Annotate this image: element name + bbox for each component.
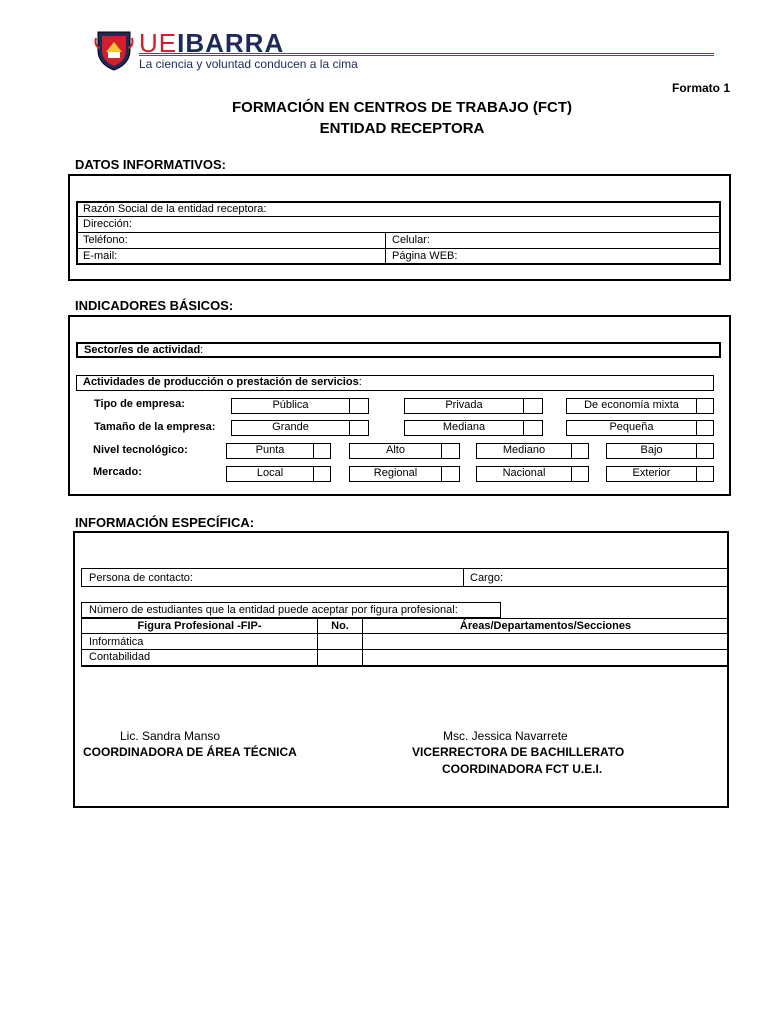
razon-social-field[interactable]: Razón Social de la entidad receptora:	[83, 203, 267, 215]
tamano-option-grande-label: Grande	[272, 421, 309, 433]
tamano-option-mediana-label: Mediana	[442, 421, 486, 433]
page-subtitle: ENTIDAD RECEPTORA	[319, 120, 485, 137]
mercado-nacional-checkbox[interactable]	[571, 466, 589, 482]
tipo-publica-checkbox[interactable]	[349, 398, 369, 414]
section-title-especifica: INFORMACIÓN ESPECÍFICA:	[75, 515, 255, 530]
nivel-punta-checkbox[interactable]	[313, 443, 331, 459]
cargo-field[interactable]: Cargo:	[470, 572, 504, 584]
mercado-option-local-label: Local	[256, 467, 284, 479]
nivel-bajo-checkbox[interactable]	[696, 443, 714, 459]
brand-rule-red	[139, 55, 714, 56]
actividades-label	[77, 375, 577, 390]
actividades-label-text: Actividades de producción o prestación de servicios	[83, 376, 359, 388]
actividades-colon: :	[358, 376, 362, 388]
telefono-field[interactable]: Teléfono:	[83, 234, 128, 246]
sector-label-text: Sector/es de actividad	[84, 344, 201, 356]
signature-left-name: Lic. Sandra Manso	[120, 729, 221, 743]
tipo-option-privada-label: Privada	[445, 399, 483, 411]
nivel-tecnologico-label: Nivel tecnológico:	[93, 444, 188, 456]
mercado-option-nacional-label: Nacional	[502, 467, 546, 479]
section-title-datos: DATOS INFORMATIVOS:	[75, 157, 226, 172]
nivel-mediano-checkbox[interactable]	[571, 443, 589, 459]
tamano-option-pequena-label: Pequeña	[609, 421, 654, 433]
nivel-option-punta-label: Punta	[255, 444, 285, 456]
tipo-mixta-checkbox[interactable]	[696, 398, 714, 414]
brand-suffix: IBARRA	[177, 28, 285, 58]
email-field[interactable]: E-mail:	[83, 250, 118, 262]
shield-crest-icon	[94, 28, 134, 72]
signature-right-title2: COORDINADORA FCT U.E.I.	[442, 762, 603, 776]
tamano-grande-checkbox[interactable]	[349, 420, 369, 436]
format-label: Formato 1	[671, 81, 730, 95]
section-title-indicadores: INDICADORES BÁSICOS:	[75, 298, 234, 313]
fip-header-figura: Figura Profesional -FIP-	[137, 620, 262, 632]
nivel-alto-checkbox[interactable]	[441, 443, 460, 459]
tamano-pequena-checkbox[interactable]	[696, 420, 714, 436]
signature-right-title1: VICERRECTORA DE BACHILLERATO	[412, 745, 625, 759]
mercado-local-checkbox[interactable]	[313, 466, 331, 482]
sector-colon: :	[200, 344, 204, 356]
tipo-privada-checkbox[interactable]	[523, 398, 543, 414]
tipo-empresa-label: Tipo de empresa:	[94, 398, 185, 410]
pagina-web-field[interactable]: Página WEB:	[392, 250, 458, 262]
mercado-option-exterior-label: Exterior	[632, 467, 671, 479]
table-row: Contabilidad	[89, 651, 151, 663]
tamano-empresa-label: Tamaño de la empresa:	[94, 421, 216, 433]
school-logo	[94, 28, 134, 72]
direccion-field[interactable]: Dirección:	[83, 218, 132, 230]
fip-table-bottom	[81, 665, 729, 667]
signature-right-name: Msc. Jessica Navarrete	[443, 729, 568, 743]
sector-label	[78, 343, 478, 358]
brand-prefix: UE	[139, 28, 178, 58]
table-row: Informática	[89, 636, 144, 648]
slogan: La ciencia y voluntad conducen a la cima	[139, 57, 358, 71]
tamano-mediana-checkbox[interactable]	[523, 420, 543, 436]
nivel-option-mediano-label: Mediano	[502, 444, 546, 456]
fip-header-no: No.	[331, 620, 349, 632]
numero-estudiantes-label: Número de estudiantes que la entidad puede aceptar por figura profesional:	[89, 604, 458, 616]
mercado-exterior-checkbox[interactable]	[696, 466, 714, 482]
nivel-option-alto-label: Alto	[386, 444, 405, 456]
persona-contacto-field[interactable]: Persona de contacto:	[89, 572, 193, 584]
fip-header-areas: Áreas/Departamentos/Secciones	[459, 620, 632, 632]
mercado-option-regional-label: Regional	[373, 467, 418, 479]
brand-rule	[139, 53, 714, 54]
mercado-regional-checkbox[interactable]	[441, 466, 460, 482]
tipo-option-publica-label: Pública	[272, 399, 309, 411]
nivel-option-bajo-label: Bajo	[640, 444, 663, 456]
signature-left-title: COORDINADORA DE ÁREA TÉCNICA	[83, 745, 297, 759]
page-title: FORMACIÓN EN CENTROS DE TRABAJO (FCT)	[232, 99, 572, 116]
tipo-option-mixta-label: De economía mixta	[584, 399, 679, 411]
celular-field[interactable]: Celular:	[392, 234, 430, 246]
mercado-label: Mercado:	[93, 466, 142, 478]
